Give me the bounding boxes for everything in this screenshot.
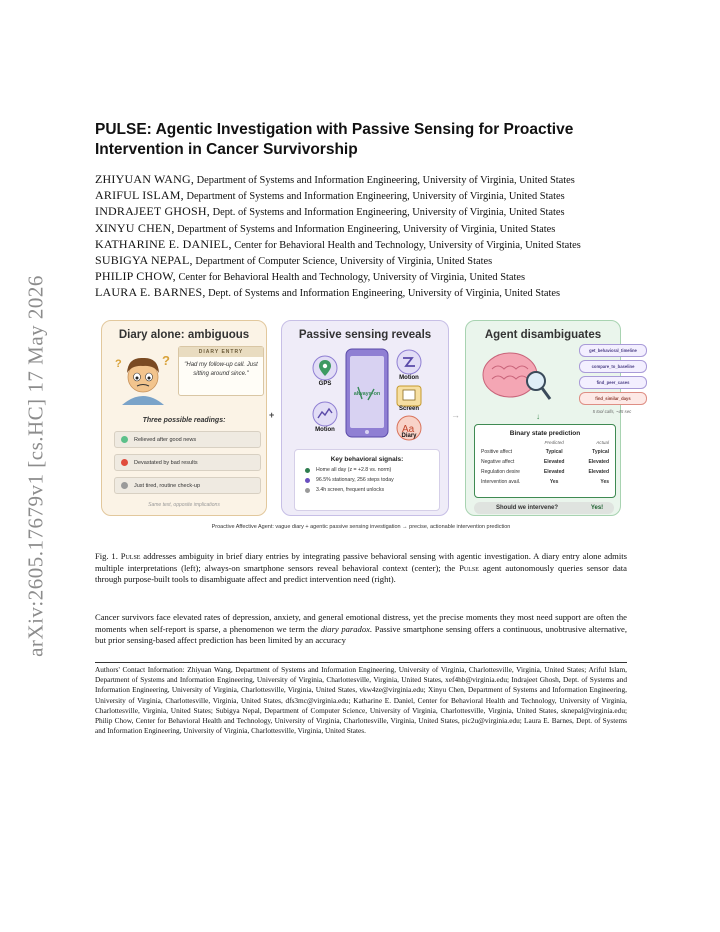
prediction-row bbox=[475, 467, 615, 477]
diary-label: Diary bbox=[401, 433, 417, 439]
motion-icon bbox=[396, 349, 422, 375]
down-arrow-icon: ↓ bbox=[536, 412, 540, 421]
reading-label: Devastated by bad results bbox=[134, 459, 198, 466]
reading-item bbox=[114, 477, 261, 494]
author-line bbox=[95, 188, 635, 204]
arrow-right: → bbox=[451, 410, 460, 420]
col-predicted: Predicted bbox=[544, 439, 564, 445]
plus-sign: + bbox=[269, 410, 275, 420]
tool-chip: compare_to_baseline bbox=[579, 360, 647, 373]
row-actual: Typical bbox=[592, 449, 610, 455]
row-actual: Elevated bbox=[588, 459, 610, 465]
svg-text:Aa: Aa bbox=[402, 424, 415, 435]
author-line bbox=[95, 204, 635, 220]
panel-title: Diary alone: ambiguous bbox=[118, 329, 250, 341]
green-dot-icon bbox=[305, 468, 310, 473]
tool-chip: find_peer_cases bbox=[579, 376, 647, 389]
panel-note: Same text, opposite implications bbox=[148, 502, 220, 508]
row-predicted: Elevated bbox=[543, 459, 565, 465]
gps-icon bbox=[312, 355, 338, 381]
body-text: Cancer survivors face elevated rates of depression, anxiety, and general emotional distress, yet the precise moments they most need support are often the moments when self-report is sparse, a phenomenon we term the bbox=[95, 612, 627, 634]
pulse-name: Pulse bbox=[459, 562, 479, 573]
prediction-header: Binary state prediction bbox=[509, 430, 581, 437]
figure-subcaption: Proactive Affective Agent: vague diary + agentic passive sensing investigation → precise, actionable intervention prediction bbox=[211, 524, 511, 530]
author-line bbox=[95, 285, 635, 301]
row-predicted: Yes bbox=[549, 479, 559, 485]
author-affiliation: Center for Behavioral Health and Technology, University of Virginia, United States bbox=[178, 272, 526, 284]
author-name: INDRAJEET GHOSH, bbox=[95, 204, 210, 219]
author-affiliation: Dept. of Systems and Information Engineering, University of Virginia, United States bbox=[212, 207, 565, 219]
reading-item bbox=[114, 431, 261, 448]
author-affiliation: Department of Systems and Information Engineering, University of Virginia, United States bbox=[196, 175, 575, 186]
prediction-col-header bbox=[475, 437, 615, 447]
signal-label: 96.5% stationary, 256 steps today bbox=[316, 477, 394, 483]
row-predicted: Typical bbox=[545, 449, 563, 455]
row-label: Negative affect bbox=[481, 459, 515, 465]
motion-label: Motion bbox=[315, 427, 335, 433]
reading-item bbox=[114, 454, 261, 471]
prediction-table bbox=[474, 424, 616, 498]
signals-header: Key behavioral signals: bbox=[330, 456, 404, 463]
author-name: XINYU CHEN, bbox=[95, 220, 175, 235]
author-line bbox=[95, 172, 635, 188]
row-actual: Yes bbox=[600, 479, 610, 485]
tool-chip: get_behavioral_timeline bbox=[579, 344, 647, 357]
paper-title: PULSE: Agentic Investigation with Passive Sensing for Proactive Intervention in Cancer Survivorship bbox=[95, 121, 574, 158]
prediction-row bbox=[475, 477, 615, 487]
motion-label: Motion bbox=[399, 375, 419, 381]
row-label: Intervention avail. bbox=[481, 479, 521, 485]
caption-prefix: Fig. 1. bbox=[95, 551, 118, 561]
author-name: ZHIYUAN WANG, bbox=[95, 172, 195, 186]
signal-item bbox=[305, 487, 439, 493]
pulse-name: Pulse bbox=[120, 551, 141, 561]
row-label: Positive affect bbox=[481, 449, 513, 455]
motion-chart-icon bbox=[312, 401, 338, 427]
screen-icon bbox=[396, 385, 422, 407]
author-affiliation: Department of Systems and Information Engineering, University of Virginia, United States bbox=[177, 223, 556, 235]
panel-diary-ambiguous bbox=[101, 320, 267, 516]
signal-item bbox=[305, 477, 439, 483]
row-actual: Elevated bbox=[588, 469, 610, 475]
caption-text: addresses ambiguity in brief diary entries by integrating passive behavioral sensing with agentic investigation. A diary entry alone admits multiple interpretations (left); always-on smartphone sensors reveal behavioral context (center); the bbox=[95, 551, 627, 573]
always-on-label: always-on bbox=[353, 391, 381, 397]
intervene-answer: Yes! bbox=[590, 505, 604, 511]
row-predicted: Elevated bbox=[543, 469, 565, 475]
author-name: PHILIP CHOW, bbox=[95, 269, 176, 284]
diary-entry-text: "Had my follow-up call. Just sitting around since." bbox=[184, 362, 258, 377]
figure-caption bbox=[95, 551, 627, 586]
panel-passive-sensing bbox=[281, 320, 449, 516]
diary-entry-header: DIARY ENTRY bbox=[179, 347, 263, 357]
tool-calls-note: 5 tool calls, ~45 sec bbox=[592, 409, 632, 414]
brain-magnifier-icon bbox=[478, 345, 558, 407]
footnote-divider bbox=[95, 662, 627, 663]
author-affiliation: Department of Computer Science, University of Virginia, United States bbox=[195, 256, 493, 268]
author-affiliation: Department of Systems and Information Engineering, University of Virginia, United States bbox=[186, 191, 565, 203]
gray-dot-icon bbox=[305, 488, 310, 493]
signal-item bbox=[305, 467, 439, 473]
green-dot-icon bbox=[121, 436, 128, 443]
red-dot-icon bbox=[121, 459, 128, 466]
figure-1 bbox=[97, 318, 637, 540]
prediction-row bbox=[475, 457, 615, 467]
author-name: SUBIGYA NEPAL, bbox=[95, 253, 193, 268]
confused-person-icon bbox=[112, 347, 174, 407]
panel-title: Passive sensing reveals bbox=[298, 329, 432, 341]
reading-label: Relieved after good news bbox=[134, 436, 197, 443]
author-name: ARIFUL ISLAM, bbox=[95, 188, 184, 203]
author-list bbox=[95, 172, 635, 302]
gray-dot-icon bbox=[121, 482, 128, 489]
author-line bbox=[95, 221, 635, 237]
body-text: Passive smartphone sensing offers a continuous, unobtrusive alternative, but prior sensing-based affect prediction has been limited by an accuracy bbox=[95, 623, 627, 646]
author-line bbox=[95, 269, 635, 285]
diary-entry-card bbox=[178, 346, 264, 396]
arxiv-stamp: arXiv:2605.17679v1 [cs.HC] 17 May 2026 bbox=[23, 275, 48, 657]
svg-text:?: ? bbox=[162, 353, 170, 368]
intervene-bar bbox=[474, 502, 614, 514]
prediction-row bbox=[475, 447, 615, 457]
panel-agent-disambiguates bbox=[465, 320, 637, 516]
purple-dot-icon bbox=[305, 478, 310, 483]
panel-title: Agent disambiguates bbox=[484, 329, 602, 341]
contact-information: Authors' Contact Information: Zhiyuan Wang, Department of Systems and Information Engineering, University of Virginia, Charlottesville, Virginia, United States; Ariful Islam, Department of Systems and Information Engineering, University of Virginia, Charlottesville, Virginia, United States, xef4hb@virginia.edu; Indrajeet Ghosh, Dept. of Systems and Information Engineering, University of Virginia, Charlottesville, Virginia, United States, vkw4ze@virginia.edu; Xinyu Chen, Department of Systems and Information Engineering, University of Virginia, Charlottesville, Virginia, United States, dfs3mc@virginia.edu; Katharine E. Daniel, Center for Behavioral Health and Technology, University of Virginia, Charlottesville, Virginia, United States; Subigya Nepal, Department of Computer Science, University of Virginia, Charlottesville, Virginia, United States, sknepal@virginia.edu; Philip Chow, Center for Behavioral Health and Technology, University of Virginia, Charlottesville, Virginia, United States, pic2u@virginia.edu; Laura E. Barnes, Dept. of Systems and Information Engineering, University of Virginia, Charlottesville, Virginia, United States. bbox=[95, 665, 627, 736]
svg-text:?: ? bbox=[115, 358, 122, 370]
signal-label: 3.4h screen, frequent unlocks bbox=[316, 487, 385, 493]
caption-text: agent autonomously queries sensor data through purpose-built tools to disambiguate affect and predict intervention need (right). bbox=[95, 562, 627, 585]
reading-label: Just tired, routine check-up bbox=[134, 482, 201, 489]
author-name: LAURA E. BARNES, bbox=[95, 285, 206, 300]
author-affiliation: Center for Behavioral Health and Technology, University of Virginia, United States bbox=[234, 239, 581, 251]
col-actual: Actual bbox=[596, 439, 610, 445]
intervene-question: Should we intervene? bbox=[495, 505, 558, 511]
screen-label: Screen bbox=[398, 406, 419, 412]
readings-header: Three possible readings: bbox=[142, 417, 226, 424]
author-line bbox=[95, 237, 635, 253]
row-label: Regulation desire bbox=[481, 469, 520, 475]
tool-chip: find_similar_days bbox=[579, 392, 647, 405]
author-name: KATHARINE E. DANIEL, bbox=[95, 236, 232, 251]
body-paragraph bbox=[95, 612, 627, 647]
author-line bbox=[95, 253, 635, 269]
signal-label: Home all day (z = +2.8 vs. norm) bbox=[316, 467, 392, 473]
signals-box bbox=[294, 449, 440, 511]
gps-label: GPS bbox=[318, 381, 332, 387]
body-emphasis: diary paradox. bbox=[320, 623, 373, 634]
author-affiliation: Dept. of Systems and Information Engineering, University of Virginia, United States bbox=[208, 288, 561, 300]
